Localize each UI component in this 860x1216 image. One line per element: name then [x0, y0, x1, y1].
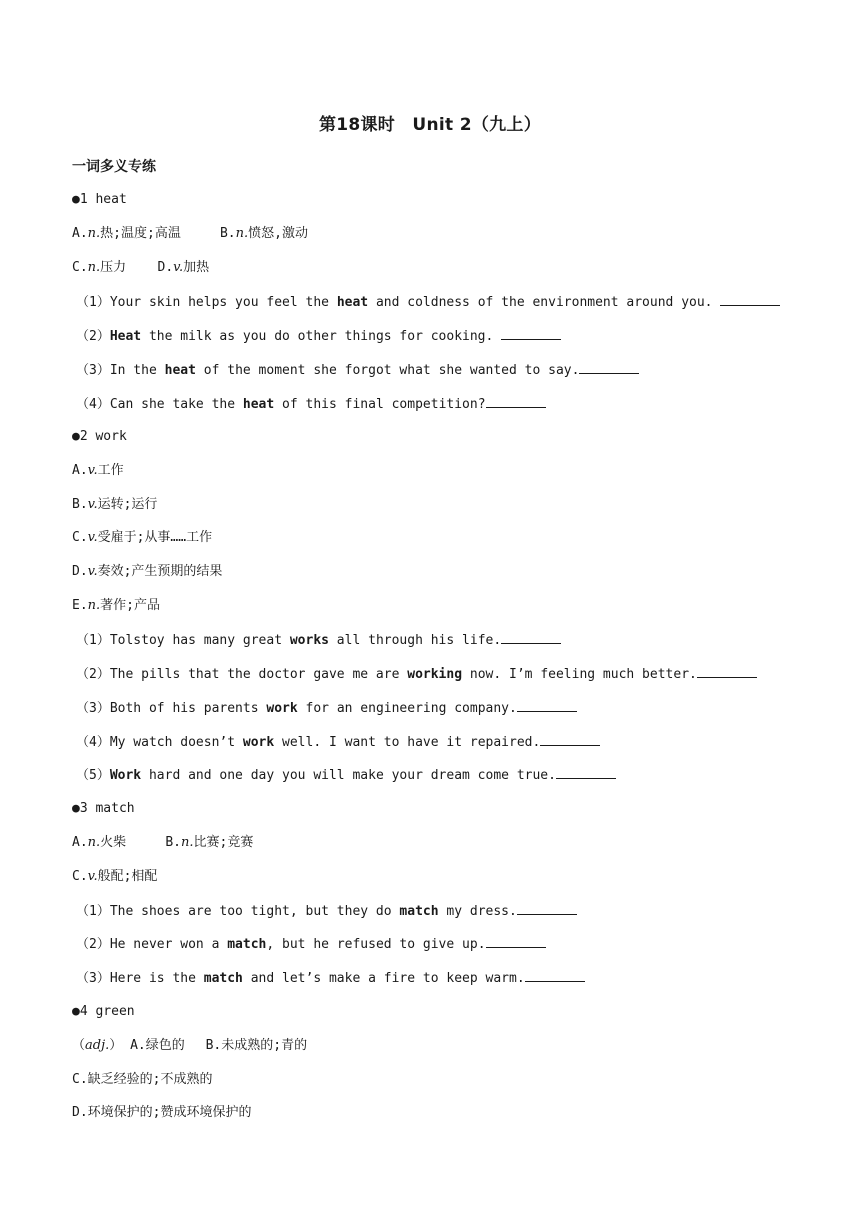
option-line: A.n.热;温度;高温 B.n.愤怒,激动: [72, 226, 308, 241]
question-line: （1）Tolstoy has many great works all through his life.: [76, 631, 561, 650]
answer-blank[interactable]: [486, 395, 546, 408]
question-line: （5）Work hard and one day you will make your dream come true.: [76, 766, 616, 785]
section-heading: 一词多义专练: [72, 159, 156, 175]
option-line: D.环境保护的;赞成环境保护的: [72, 1105, 252, 1120]
option-line: （adj.） A.绿色的 B.未成熟的;青的: [72, 1038, 308, 1053]
option-line: A.v.工作: [72, 463, 124, 478]
answer-blank[interactable]: [501, 631, 561, 644]
answer-blank[interactable]: [556, 766, 616, 779]
answer-blank[interactable]: [517, 902, 577, 915]
word-heading-green: ●4 green: [72, 1004, 135, 1019]
question-line: （4）Can she take the heat of this final competition?: [76, 395, 546, 414]
option-line: A.n.火柴 B.n.比赛;竞赛: [72, 835, 254, 850]
answer-blank[interactable]: [540, 733, 600, 746]
question-line: （3）Both of his parents work for an engineering company.: [76, 699, 577, 718]
answer-blank[interactable]: [579, 361, 639, 374]
answer-blank[interactable]: [486, 935, 546, 948]
question-line: （2）The pills that the doctor gave me are working now. I’m feeling much better.: [76, 665, 757, 684]
answer-blank[interactable]: [517, 699, 577, 712]
option-line: C.缺乏经验的;不成熟的: [72, 1072, 213, 1087]
question-line: （2）Heat the milk as you do other things for cooking.: [76, 327, 561, 346]
option-line: C.n.压力 D.v.加热: [72, 260, 210, 275]
question-line: （1）Your skin helps you feel the heat and coldness of the environment around you.: [76, 293, 780, 312]
question-line: （3）In the heat of the moment she forgot what she wanted to say.: [76, 361, 639, 380]
page-title: 第18课时 Unit 2（九上）: [318, 115, 542, 135]
answer-blank[interactable]: [697, 665, 757, 678]
question-line: （3）Here is the match and let’s make a fire to keep warm.: [76, 969, 585, 988]
answer-blank[interactable]: [525, 969, 585, 982]
question-line: （4）My watch doesn’t work well. I want to have it repaired.: [76, 733, 600, 752]
question-line: （1）The shoes are too tight, but they do match my dress.: [76, 902, 577, 921]
word-heading-heat: ●1 heat: [72, 192, 127, 207]
option-line: C.v.受雇于;从事……工作: [72, 530, 213, 545]
option-line: E.n.著作;产品: [72, 598, 160, 613]
option-line: D.v.奏效;产生预期的结果: [72, 564, 223, 579]
question-line: （2）He never won a match, but he refused to give up.: [76, 935, 546, 954]
option-line: C.v.般配;相配: [72, 869, 158, 884]
word-heading-work: ●2 work: [72, 429, 127, 444]
answer-blank[interactable]: [720, 293, 780, 306]
option-line: B.v.运转;运行: [72, 497, 158, 512]
answer-blank[interactable]: [501, 327, 561, 340]
word-heading-match: ●3 match: [72, 801, 135, 816]
